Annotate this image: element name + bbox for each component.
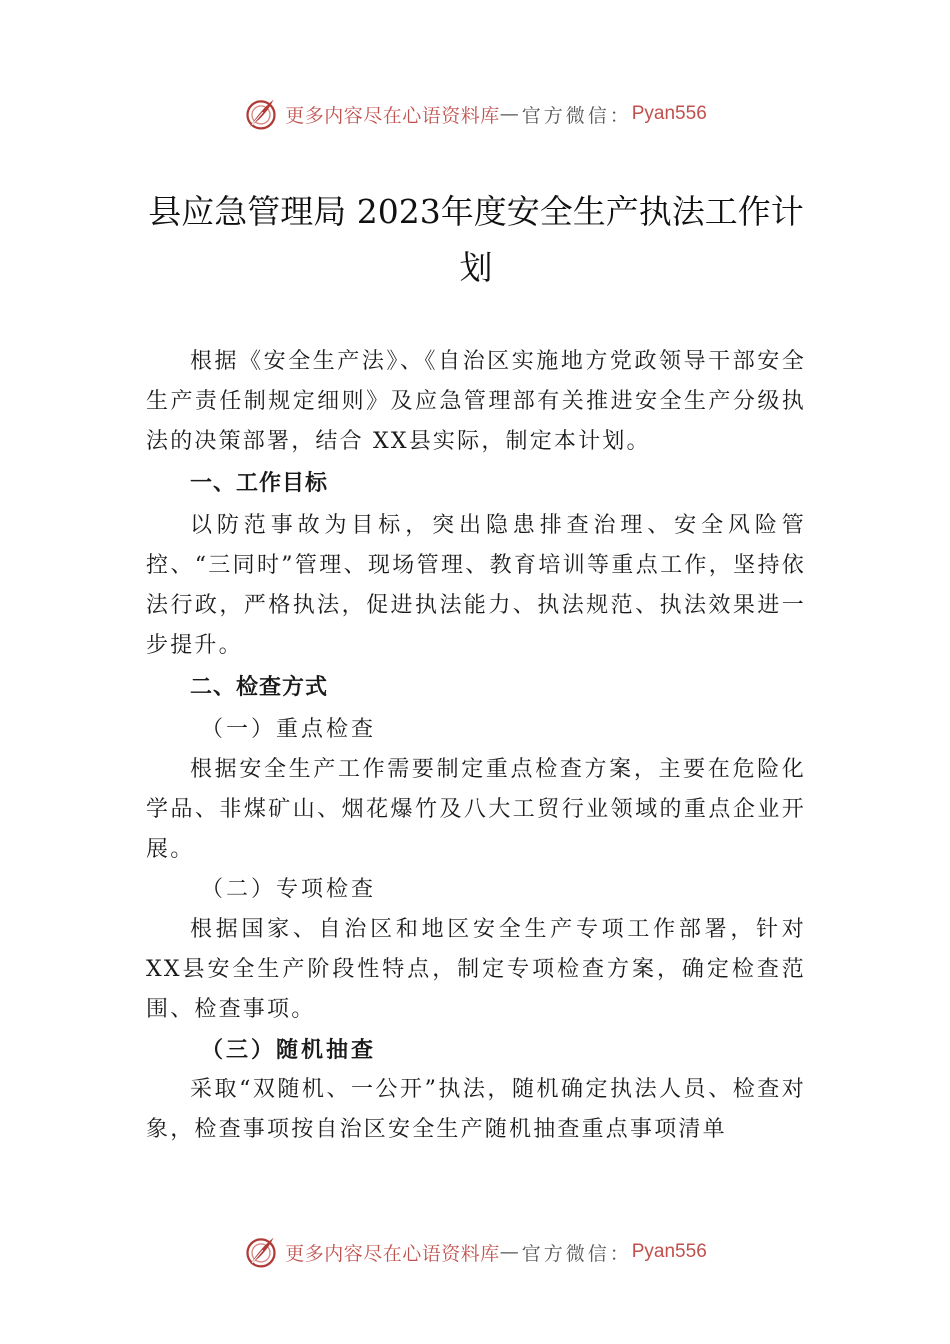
- header-banner: [0, 94, 950, 134]
- banner-promo-text: 更多内容尽在心语资料库: [285, 104, 500, 127]
- banner-label: 官方微信：: [521, 1242, 632, 1265]
- document-body: [146, 342, 806, 1150]
- banner-separator: —: [499, 103, 522, 125]
- section-heading-methods: 二、检查方式: [190, 675, 329, 700]
- key-inspection-paragraph: 根据安全生产工作需要制定重点检查方案，主要在危险化学品、非煤矿山、烟花爆竹及八大工贸行业领域的重点企业开展。: [146, 757, 806, 862]
- quill-pen-logo-icon: [243, 1234, 279, 1270]
- banner-promo-text: 更多内容尽在心语资料库: [285, 1242, 500, 1265]
- goals-paragraph: 以防范事故为目标，突出隐患排查治理、安全风险管控、“三同时”管理、现场管理、教育培训等重点工作，坚持依法行政，严格执法，促进执法能力、执法规范、执法效果进一步提升。: [146, 513, 806, 658]
- subsection-heading-key-inspection: （一）重点检查: [201, 717, 377, 742]
- banner-separator: —: [499, 1241, 522, 1263]
- subsection-heading-special-inspection: （二）专项检查: [201, 877, 377, 902]
- section-heading-goals: 一、工作目标: [190, 471, 329, 496]
- special-inspection-paragraph: 根据国家、自治区和地区安全生产专项工作部署，针对XX县安全生产阶段性特点，制定专项检查方案，确定检查范围、检查事项。: [146, 917, 806, 1022]
- banner-wechat-id: Pyan556: [631, 103, 707, 124]
- document-title: 县应急管理局 2023年度安全生产执法工作计划: [148, 192, 804, 287]
- footer-banner: [0, 1232, 950, 1272]
- banner-wechat-id: Pyan556: [631, 1241, 707, 1262]
- quill-pen-logo-icon: [243, 96, 279, 132]
- subsection-heading-random-inspection: （三）随机抽查: [201, 1037, 377, 1063]
- intro-paragraph: 根据《安全生产法》、《自治区实施地方党政领导干部安全生产责任制规定细则》及应急管理部有关推进安全生产分级执法的决策部署，结合 XX县实际，制定本计划。: [146, 349, 806, 454]
- random-inspection-paragraph: 采取“双随机、一公开”执法，随机确定执法人员、检查对象，检查事项按自治区安全生产随机抽查重点事项清单: [146, 1077, 806, 1142]
- banner-label: 官方微信：: [521, 104, 632, 127]
